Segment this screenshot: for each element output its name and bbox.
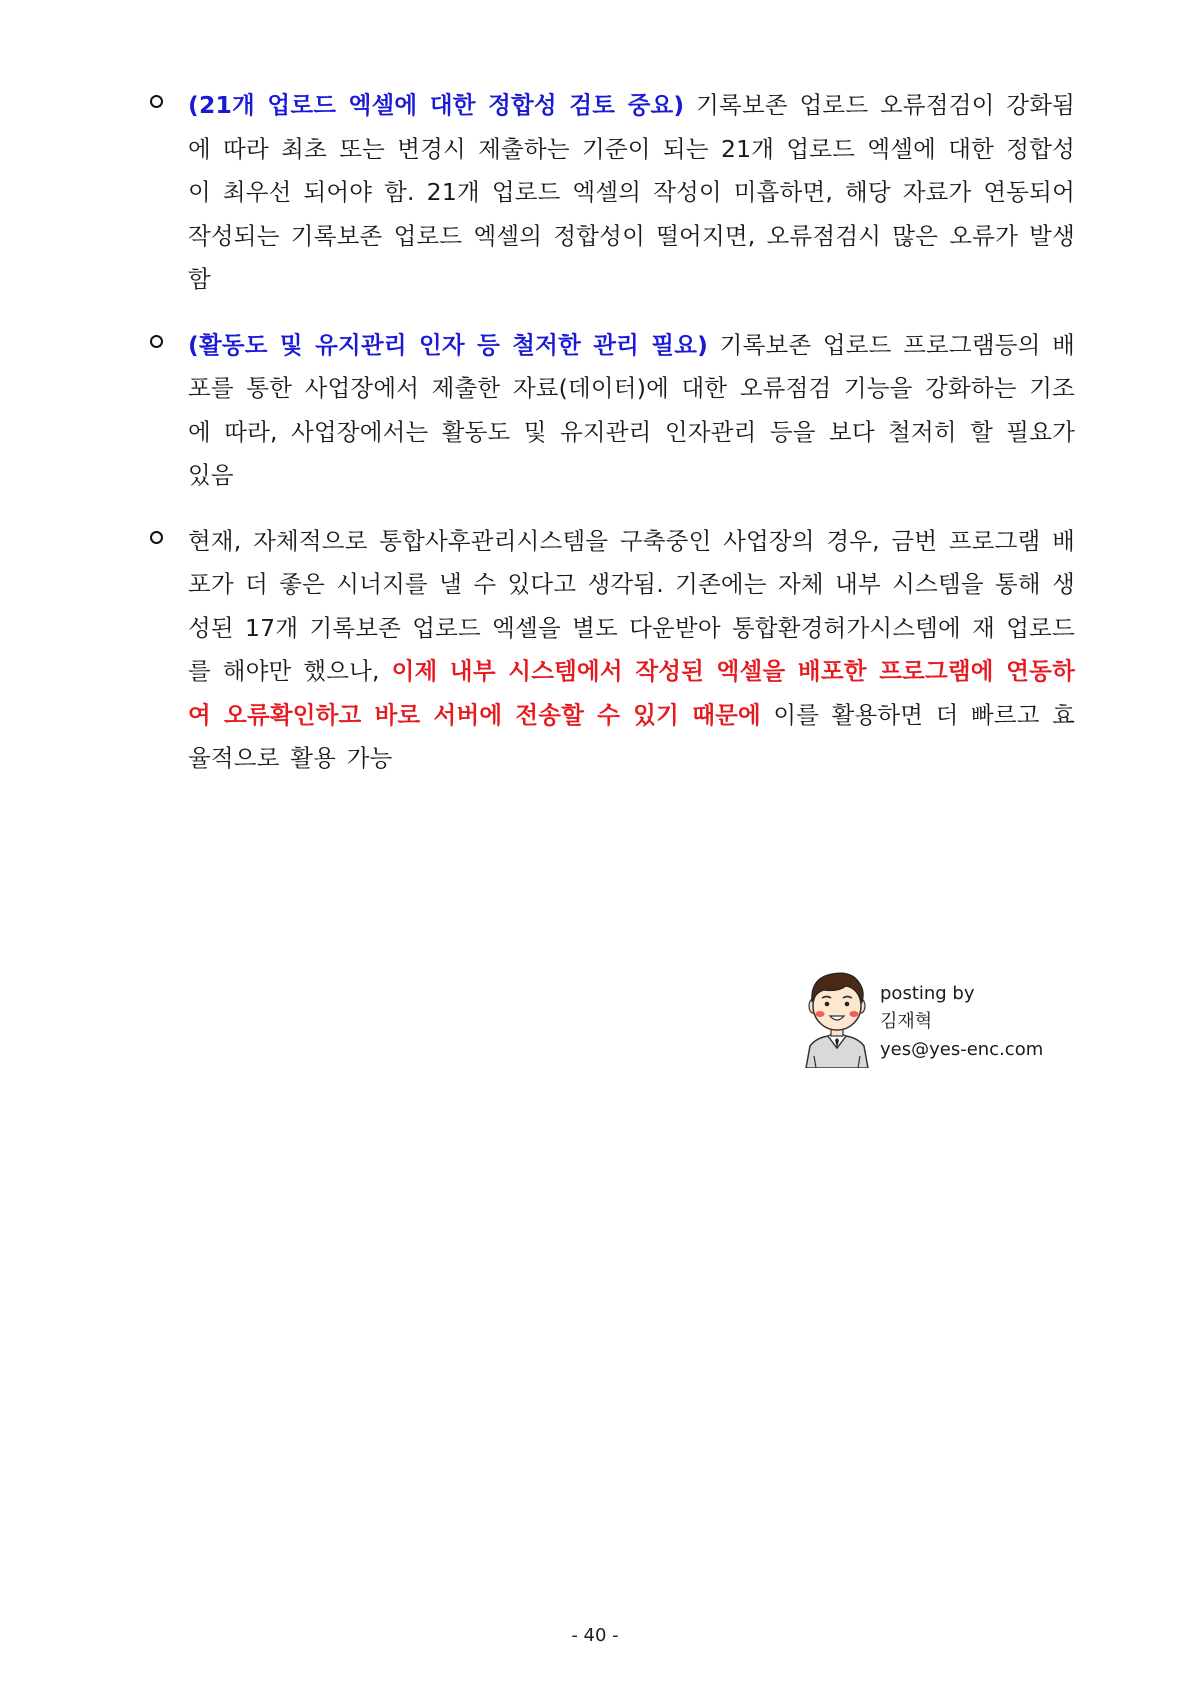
author-name: 김재혁 <box>880 1011 933 1032</box>
list-item <box>150 324 1075 498</box>
item-highlight: 이제 내부 시스템에서 작성된 엑셀을 배포한 프로그램에 연동하여 오류확인하고 바로 서버에 전송할 수 있기 때문에 <box>188 657 1075 729</box>
item-text <box>188 520 1075 781</box>
list-item <box>150 520 1075 781</box>
author-signature <box>802 968 1102 1078</box>
author-email: yes@yes-enc.com <box>880 1039 1044 1060</box>
circle-bullet-icon <box>150 531 163 544</box>
posting-by-label: posting by <box>880 983 975 1004</box>
item-text <box>188 84 1075 302</box>
item-body: 기록보존 업로드 프로그램등의 배포를 통한 사업장에서 제출한 자료(데이터)에 대한 오류점검 기능을 강화하는 기조에 따라, 사업장에서는 활동도 및 유지관리 인자관리 등을 보다 철저히 할 필요가 있음 <box>188 330 1075 489</box>
item-body-after: 이를 활용하면 더 빠르고 효율적으로 활용 가능 <box>188 700 1076 772</box>
item-heading: (21개 업로드 엑셀에 대한 정합성 검토 중요) <box>188 91 685 119</box>
bullet-list <box>150 84 1075 803</box>
item-body-before: 현재, 자체적으로 통합사후관리시스템을 구축중인 사업장의 경우, 금번 프로그램 배포가 더 좋은 시너지를 낼 수 있다고 생각됨. 기존에는 자체 내부 시스템을 통해 생성된 17개 기록보존 업로드 엑셀을 별도 다운받아 통합환경허가시스템에 재 업로드를 해야만 했으나, <box>188 526 1075 685</box>
item-heading: (활동도 및 유지관리 인자 등 철저한 관리 필요) <box>188 330 709 359</box>
author-info <box>880 980 1043 1064</box>
page-number: - 40 - <box>571 1625 619 1646</box>
list-item <box>150 84 1075 302</box>
item-text <box>188 324 1075 498</box>
item-body: 기록보존 업로드 오류점검이 강화됨에 따라 최초 또는 변경시 제출하는 기준이 되는 21개 업로드 엑셀에 대한 정합성이 최우선 되어야 함. 21개 업로드 엑셀의 작성이 미흡하면, 해당 자료가 연동되어 작성되는 기록보존 업로드 엑셀의 정합성이 떨어지면, 오류점검시 많은 오류가 발생함 <box>188 91 1075 293</box>
circle-bullet-icon <box>150 95 163 108</box>
circle-bullet-icon <box>150 335 163 348</box>
person-avatar-icon <box>802 968 872 1068</box>
